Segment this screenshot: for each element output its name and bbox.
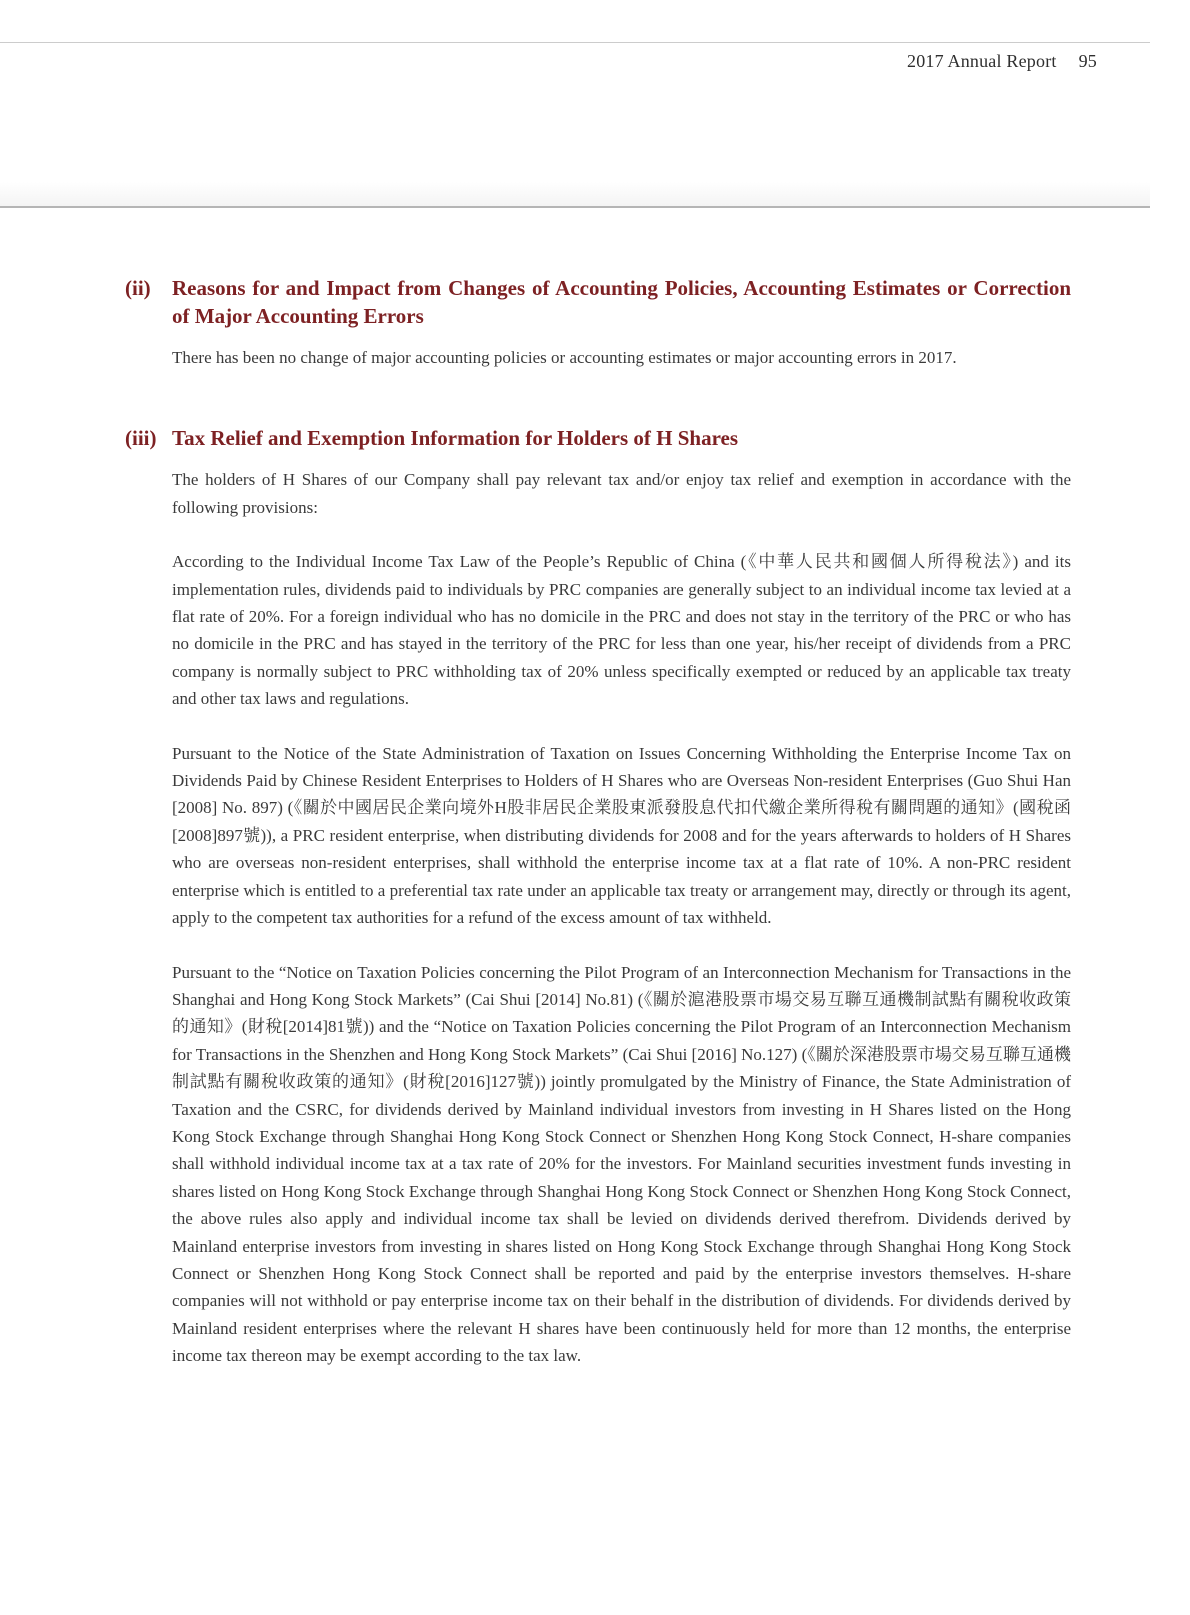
spacer: [125, 330, 1071, 344]
section-ii-number: (ii): [125, 276, 151, 300]
paragraph-holders-provisions: The holders of H Shares of our Company shall pay relevant tax and/or enjoy tax relief and exemption in accordance with the following provisions:: [172, 470, 1071, 517]
paragraph-stock-connect: Pursuant to the “Notice on Taxation Policies concerning the Pilot Program of an Interconnection Mechanism for Transactions in the Shanghai and Hong Kong Stock Markets” (Cai Shui [2014] No.81) (《關於滬港股票市場交易互聯互通機制試點有關稅收政策的通知》(財稅[2014]81號)) and the “Notice on Taxation Policies concerning the Pilot Program of an Interconnection Mechanism for Transactions in the Shenzhen and Hong Kong Stock Markets” (Cai Shui [2016] No.127) (《關於深港股票市場交易互聯互通機制試點有關稅收政策的通知》(財稅[2016]127號)) jointly promulgated by the Ministry of Finance, the State Administration of Taxation and the CSRC, for dividends derived by Mainland individual investors from investing in H Shares listed on the Hong Kong Stock Exchange through Shanghai Hong Kong Stock Connect or Shenzhen Hong Kong Stock Connect, H-share companies shall withhold individual income tax at a tax rate of 20% for the investors. For Mainland securities investment funds investing in shares listed on Hong Kong Stock Exchange through Shanghai Hong Kong Stock Connect or Shenzhen Hong Kong Stock Connect, the above rules also apply and individual income tax shall be levied on dividends derived therefrom. Dividends derived by Mainland enterprise investors from investing in shares listed on Hong Kong Stock Exchange through Shanghai Hong Kong Stock Connect or Shenzhen Hong Kong Stock Connect shall be reported and paid by the enterprise investors themselves. H-share companies will not withhold or pay enterprise income tax on their behalf in the distribution of dividends. For dividends derived by Mainland resident enterprises where the relevant H shares have been continuously held for more than 12 months, the enterprise income tax thereon may be exempt according to the tax law.: [172, 962, 1071, 1366]
spacer: [125, 398, 1071, 424]
spacer: [125, 452, 1071, 466]
section-ii-body: [172, 344, 1071, 371]
header-band: [0, 182, 1150, 206]
paragraph-no-change: There has been no change of major accounting policies or accounting estimates or major accounting errors in 2017.: [172, 348, 957, 367]
section-iii-body: [172, 466, 1071, 1369]
page-content: [125, 206, 1071, 1397]
top-rule: [0, 42, 1150, 43]
section-ii-heading: [125, 274, 1071, 330]
page-number: 95: [1078, 51, 1097, 71]
section-iii-heading: [125, 424, 1071, 452]
paragraph-enterprise-income-tax: Pursuant to the Notice of the State Administration of Taxation on Issues Concerning Withholding the Enterprise Income Tax on Dividends Paid by Chinese Resident Enterprises to Holders of H Shares who are Overseas Non-resident Enterprises (Guo Shui Han [2008] No. 897) (《關於中國居民企業向境外H股非居民企業股東派發股息代扣代繳企業所得稅有關問題的通知》(國稅函[2008]897號)), a PRC resident enterprise, when distributing dividends for 2008 and for the years afterwards to holders of H Shares who are overseas non-resident enterprises, shall withhold the enterprise income tax at a flat rate of 10%. A non-PRC resident enterprise which is entitled to a preferential tax rate under an applicable tax treaty or arrangement may, directly or through its agent, apply to the competent tax authorities for a refund of the excess amount of tax withheld.: [172, 743, 1071, 928]
paragraph-individual-income-tax: According to the Individual Income Tax Law of the People’s Republic of China (《中華人民共和國個人所得稅法》) and its implementation rules, dividends paid to individuals by PRC companies are generally subject to an individual income tax levied at a flat rate of 20%. For a foreign individual who has no domicile in the PRC and does not stay in the territory of the PRC or who has no domicile in the PRC and has stayed in the territory of the PRC for less than one year, his/her receipt of dividends from a PRC company is normally subject to PRC withholding tax of 20% unless specifically exempted or reduced by an applicable tax treaty and other tax laws and regulations.: [172, 552, 1071, 709]
section-iii-title: Tax Relief and Exemption Information for Holders of H Shares: [172, 426, 739, 451]
report-title: 2017 Annual Report: [907, 51, 1057, 71]
section-iii-number: (iii): [125, 426, 157, 451]
page-header: [0, 51, 1097, 72]
section-ii-title: Reasons for and Impact from Changes of Accounting Policies, Accounting Estimates or Correction of Major Accounting Errors: [172, 276, 1071, 328]
